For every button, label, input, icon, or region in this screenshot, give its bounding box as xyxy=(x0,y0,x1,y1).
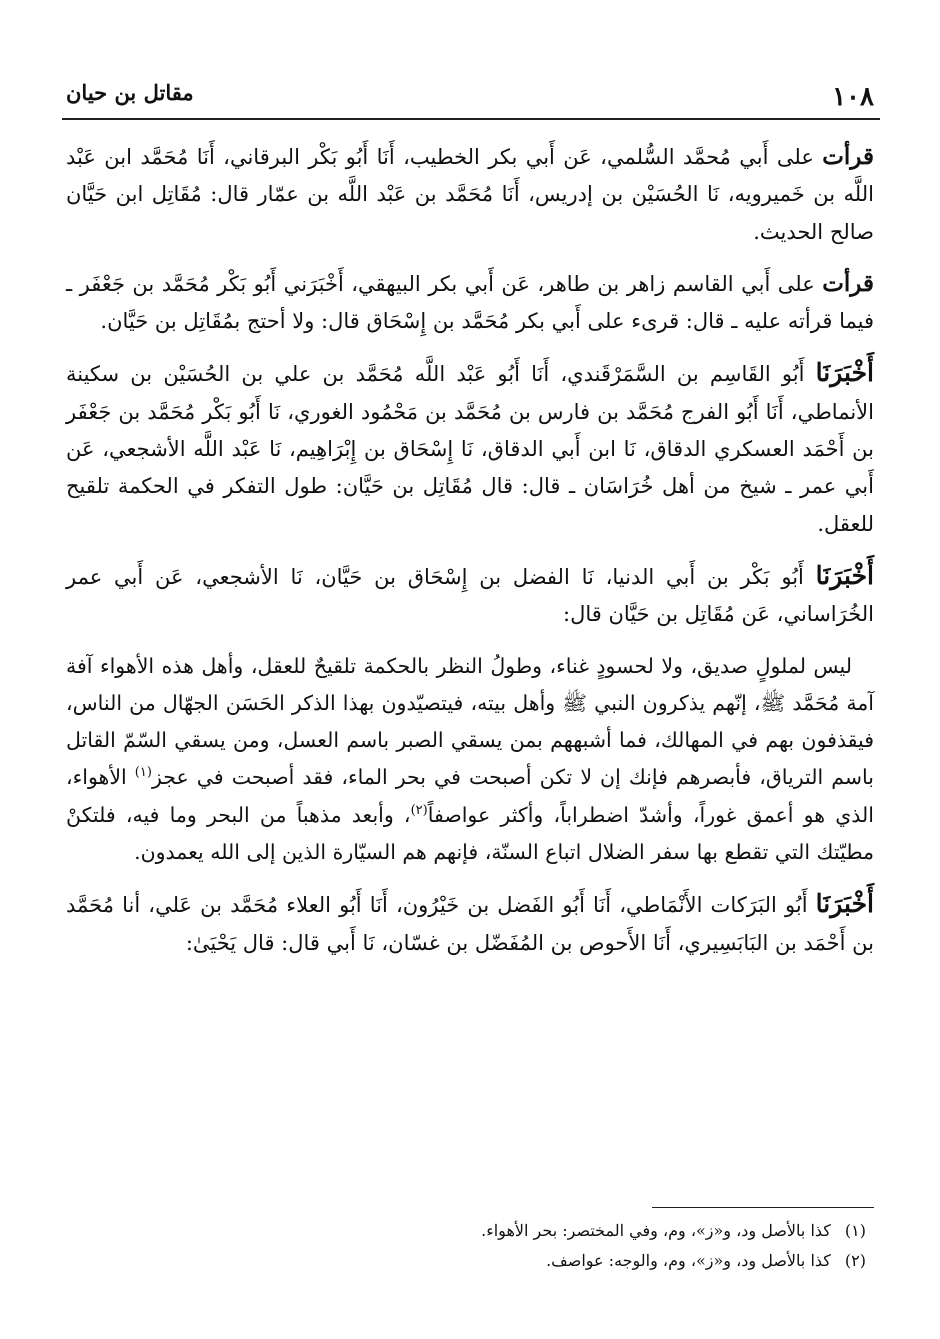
page-header xyxy=(62,70,880,120)
paragraph-lead: أَخْبَرَنَا xyxy=(815,560,874,590)
main-text xyxy=(66,138,874,976)
footnote-divider xyxy=(652,1207,874,1208)
paragraph-lead: أَخْبَرَنَا xyxy=(815,889,874,919)
quote-part-2: الأهواء، الذي هو أعمق غوراً، وأشدّ اضطراباً، وأكثر عواصفاً xyxy=(66,765,874,827)
paragraph-text: أَبُو البَرَكات الأَنْمَاطي، أَنَا أَبُو الفَضل بن خَيْرُون، أَنَا أَبُو العلاء مُحَمَّد بن عَلي، أنا مُحَمَّد بن أَحْمَد بن البَابَسِيري، أَنَا الأَحوص بن المُفَضّل بن غسّان، نَا أَبي قال: قال يَحْيَىٰ: xyxy=(66,893,874,955)
quote-part-3: ، وأبعد مذهباً من البحر وما فيه، فلتكنْ مطيّتك التي تقطع بها سفر الضلال اتباع السنّة، فإنهم هم السيّارة الذين إلى الله يعمدون. xyxy=(66,802,874,865)
page-number: ١٠٨ xyxy=(832,82,874,112)
paragraph-4 xyxy=(66,557,874,634)
paragraph-lead: أَخْبَرَنَا xyxy=(815,358,874,388)
footnote-1 xyxy=(76,1216,866,1246)
paragraph-text: على أَبي القاسم زاهر بن طاهر، عَن أَبي بكر البيهقي، أَخْبَرَني أَبُو بَكْر مُحَمَّد بن جَعْفَر ـ فيما قرأته عليه ـ قال: قرىء على أَبي بكر مُحَمَّد بن إِسْحَاق قال: ولا أحتج بمُقَاتِل بن حَيَّان. xyxy=(66,271,874,334)
footnotes xyxy=(76,1216,866,1276)
quote-part-1: ليس لملولٍ صديق، ولا لحسودٍ غناء، وطولُ النظر بالحكمة تلقيحٌ للعقل، وأهل هذه الأهواء آفة آمة مُحَمَّد ﷺ، إنّهم يذكرون النبي ﷺ وأهل بيته، فيتصيّدون بهذا الذكر الحَسَن الجهّال من الناس، فيقذفون بهم في المهالك، فما أشبههم بمن يسقي الصبر باسم العسل، ومن يسقي السّمّ القاتل باسم الترياق، فأبصرهم فإنك إن لا تكن أصبحت في بحر الماء، فقد أصبحت في عجز xyxy=(66,653,874,790)
paragraph-1 xyxy=(66,138,874,251)
footnote-number: (١) xyxy=(844,1221,866,1240)
running-title: مقاتل بن حيان xyxy=(66,80,194,105)
footnote-text: كذا بالأصل ود، و«ز»، وم، وفي المختصر: بحر الأهواء. xyxy=(481,1221,831,1240)
paragraph-lead: قرأت xyxy=(822,269,874,297)
paragraph-2 xyxy=(66,265,874,341)
paragraph-text: على أَبي مُحمَّد السُّلمي، عَن أَبي بكر الخطيب، أَنَا أَبُو بَكْر البرقاني، أَنَا مُحَمَّد ابن عَبْد اللَّه بن خَميرويه، نَا الحُسَيْن بن إدريس، أَنَا مُحَمَّد بن عَبْد اللَّه بن عمّار قال: مُقَاتِل ابن حَيَّان صالح الحديث. xyxy=(66,145,874,244)
paragraph-text: أَبُو القَاسِم بن السَّمَرْقَندي، أَنَا أَبُو عَبْد اللَّه مُحَمَّد بن علي بن الحُسَيْن بن سكينة الأنماطي، أَنَا أَبُو الفرج مُحَمَّد بن فارس بن مُحَمَّد بن مَحْمُود الغوري، نَا أَبُو بَكْر مُحَمَّد بن جَعْفَر بن أَحْمَد العسكري الدقاق، نَا ابن أَبي الدقاق، نَا إِسْحَاق بن إِبْرَاهِيم، نَا عَبْد اللَّه الأشجعي، عَن أَبي عمر ـ شيخ من أهل خُرَاسَان ـ قال: قال مُقَاتِل بن حَيَّان: طول التفكر في الحكمة تلقيح للعقل. xyxy=(66,362,874,536)
footnote-2 xyxy=(76,1246,866,1276)
paragraph-5 xyxy=(66,885,874,962)
paragraph-text: أَبُو بَكْر بن أَبي الدنيا، نَا الفضل بن إِسْحَاق بن حَيَّان، نَا الأشجعي، عَن أَبي عمر الخُرَاساني، عَن مُقَاتِل بن حَيَّان قال: xyxy=(66,564,874,627)
quoted-saying xyxy=(66,648,874,872)
footnote-text: كذا بالأصل ود، و«ز»، وم، والوجه: عواصف. xyxy=(546,1251,831,1270)
footnote-number: (٢) xyxy=(844,1251,866,1270)
paragraph-3 xyxy=(66,354,874,542)
footnote-reference-1[interactable]: (١) xyxy=(134,765,152,781)
footnote-reference-2[interactable]: (٢) xyxy=(410,802,428,818)
paragraph-lead: قرأت xyxy=(822,143,874,170)
